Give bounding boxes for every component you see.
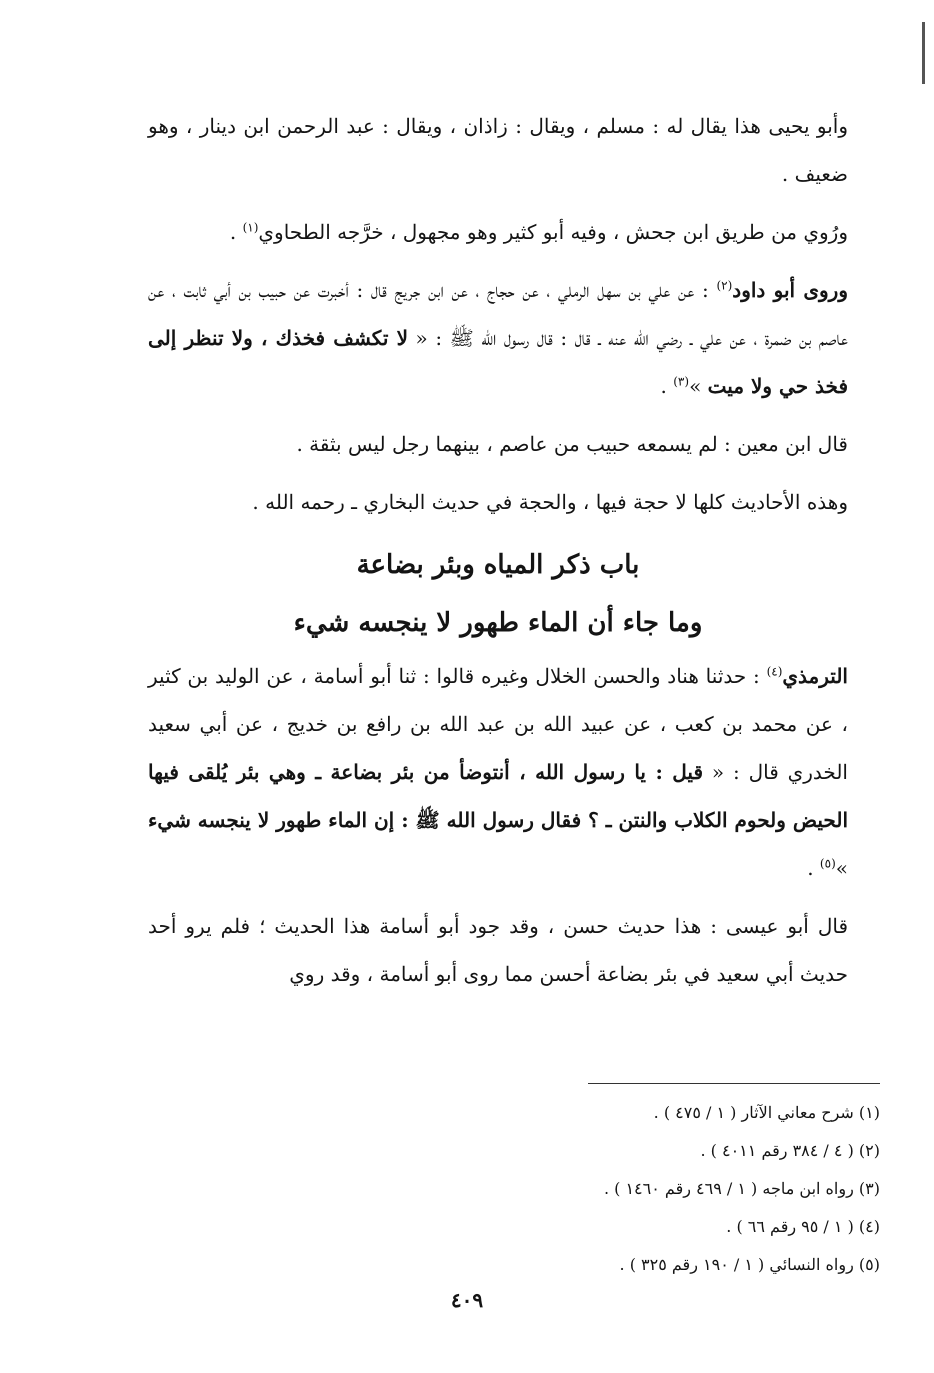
page-number: ٤٠٩ — [450, 1288, 484, 1312]
paragraph-4-text: قال ابن معين : لم يسمعه حبيب من عاصم ، بينهما رجل ليس بثقة . — [296, 432, 848, 456]
footnote-ref-5[interactable]: (٥) — [819, 856, 836, 871]
footnote-4: (٤) ( ١ / ٩٥ رقم ٦٦ ) . — [726, 1217, 880, 1236]
quote-close-2: » — [835, 856, 848, 880]
footnote-3: (٣) رواه ابن ماجه ( ١ / ٤٦٩ رقم ١٤٦٠ ) . — [603, 1179, 880, 1198]
footnote-ref-3[interactable]: (٣) — [673, 374, 690, 389]
paragraph-5-text: وهذه الأحاديث كلها لا حجة فيها ، والحجة في حديث البخاري ـ رحمه الله . — [252, 490, 848, 514]
footnotes — [300, 1094, 880, 1284]
paragraph-1 — [148, 102, 848, 198]
paragraph-2-tail: . — [229, 220, 243, 244]
paragraph-6-tail: . — [807, 856, 820, 880]
footnote-1: (١) شرح معاني الآثار ( ١ / ٤٧٥ ) . — [653, 1103, 880, 1122]
footnote-5: (٥) رواه النسائي ( ١ / ١٩٠ رقم ٣٢٥ ) . — [619, 1255, 880, 1274]
paragraph-3 — [148, 266, 848, 410]
footnote-ref-1[interactable]: (١) — [242, 220, 259, 235]
paragraph-1-text: وأبو يحيى هذا يقال له : مسلم ، ويقال : زاذان ، ويقال : عبد الرحمن ابن دينار ، وهو ضعيف . — [148, 114, 848, 186]
paragraph-6-lead: الترمذي — [782, 664, 848, 688]
paragraph-6-text: : حدثنا هناد والحسن الخلال وغيره قالوا : ثنا أبو أسامة ، عن الوليد بن كثير ، عن محمد بن كعب ، عن عبيد الله بن عبد الله بن رافع بن خديج ، عن أبي سعيد الخدري قال : « — [148, 664, 848, 784]
footnote-ref-2[interactable]: (٢) — [716, 278, 733, 293]
main-text — [148, 102, 848, 1008]
paragraph-7-text: قال أبو عيسى : هذا حديث حسن ، وقد جود أبو أسامة هذا الحديث ؛ فلم يرو أحد حديث أبي سعيد في بئر بضاعة أحسن مما روى أبو أسامة ، وقد روي — [148, 914, 848, 986]
footnote-2: (٢) ( ٤ / ٣٨٤ رقم ٤٠١١ ) . — [700, 1141, 880, 1160]
footnote-ref-4[interactable]: (٤) — [766, 664, 783, 679]
quote-close-1: » — [689, 374, 708, 398]
hadith-quote-1: لا تكشف فخذك ، ولا تنظر إلى فخذ حي ولا ميت — [148, 326, 848, 398]
paragraph-3-tail: . — [660, 374, 674, 398]
page-edge-mark — [922, 22, 925, 84]
paragraph-6 — [148, 652, 848, 892]
hadith-quote-2: قيل : يا رسول الله ، أنتوضأ من بئر بضاعة ـ وهي بئر يُلقى فيها الحيض ولحوم الكلاب والنتن ـ ؟ فقال رسول الله ﷺ : إن الماء طهور لا ينجسه شيء — [148, 760, 848, 832]
paragraph-5 — [148, 478, 848, 526]
paragraph-4 — [148, 420, 848, 468]
paragraph-7 — [148, 902, 848, 998]
chapter-heading-line-2: وما جاء أن الماء طهور لا ينجسه شيء — [293, 608, 703, 638]
paragraph-2-text: ورُوي من طريق ابن جحش ، وفيه أبو كثير وهو مجهول ، خرَّجه الطحاوي — [258, 220, 848, 244]
paragraph-3-text: : عن علي بن سهل الرملي ، عن حجاج ، عن ابن جريج قال : أخبرت عن حبيب بن أبي ثابت ، عن عاصم بن ضمرة ، عن علي ـ رضي الله عنه ـ قال : قال رسول الله ﷺ : « — [148, 278, 848, 350]
footnote-separator — [588, 1083, 880, 1084]
chapter-heading-line-1: باب ذكر المياه وبئر بضاعة — [356, 550, 640, 580]
paragraph-3-lead: وروى أبو داود — [732, 278, 848, 302]
paragraph-2 — [148, 208, 848, 256]
